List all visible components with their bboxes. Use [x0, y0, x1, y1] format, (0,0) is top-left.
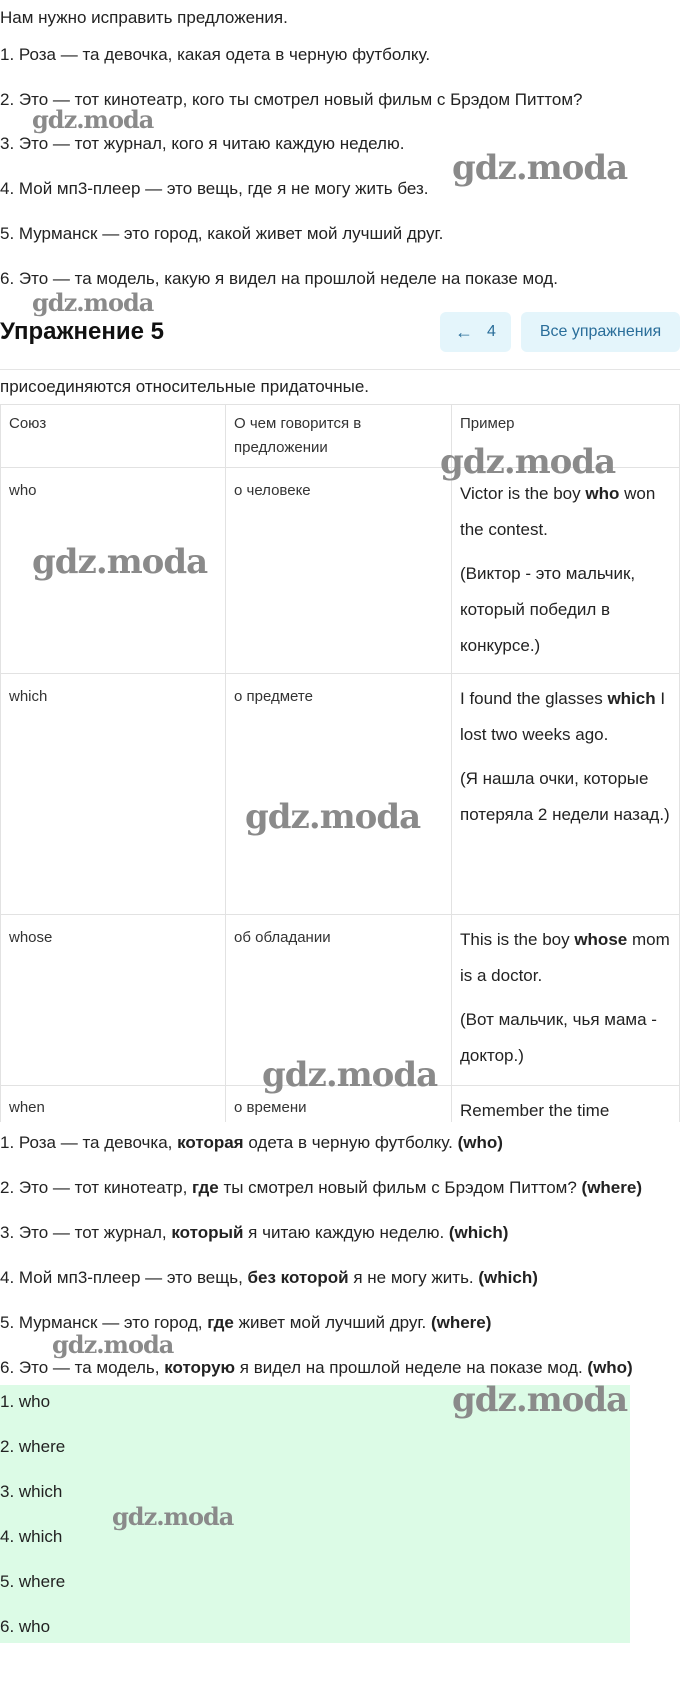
table-cell-about: о предмете — [234, 688, 313, 705]
example-translation: (Вот мальчик, чья мама - доктор.) — [460, 1010, 657, 1065]
watermark: gdz.moda — [32, 542, 208, 582]
table-header-conjunction: Союз — [9, 415, 47, 432]
exercise-title: Упражнение 5 — [0, 318, 164, 345]
short-answer-4: 4. which — [0, 1527, 63, 1546]
answer-sentence-5: 5. Мурманск — это город, где живет мой лучший друг. (where) — [0, 1313, 492, 1332]
table-border — [0, 914, 680, 915]
answer-sentence-3: 3. Это — тот журнал, который я читаю каждую неделю. (which) — [0, 1223, 509, 1242]
table-border — [0, 467, 680, 468]
example-translation: (Виктор - это мальчик, который победил в конкурсе.) — [460, 564, 636, 655]
task-sentence-1: 1. Роза — та девочка, какая одета в черную футболку. — [0, 45, 431, 64]
table-border — [451, 404, 452, 1122]
table-cell-about: о времени — [234, 1099, 307, 1116]
previous-exercise-button[interactable] — [440, 312, 511, 352]
task-sentence-4: 4. Мой мп3-плеер — это вещь, где я не могу жить без. — [0, 179, 429, 198]
table-cell-about: об обладании — [234, 929, 331, 946]
table-cell-example — [460, 476, 670, 672]
table-cell-example — [460, 922, 670, 1082]
table-cell-conjunction: whose — [9, 929, 53, 946]
table-border — [0, 404, 1, 1122]
short-answer-3: 3. which — [0, 1482, 63, 1501]
answer-sentence-2: 2. Это — тот кинотеатр, где ты смотрел новый фильм с Брэдом Питтом? (where) — [0, 1178, 642, 1197]
example-text: I lost two weeks ago. — [460, 689, 666, 744]
task-sentence-3: 3. Это — тот журнал, кого я читаю каждую неделю. — [0, 134, 405, 153]
task-sentence-2: 2. Это — тот кинотеатр, кого ты смотрел новый фильм с Брэдом Питтом? — [0, 90, 583, 109]
answer-sentence-6: 6. Это — та модель, которую я видел на прошлой неделе на показе мод. (who) — [0, 1358, 633, 1377]
relative-clauses-table — [0, 404, 680, 1122]
example-keyword: whose — [574, 930, 628, 949]
short-answer-5: 5. where — [0, 1572, 66, 1591]
watermark: gdz.moda — [52, 1330, 174, 1359]
short-answer-6: 6. who — [0, 1617, 51, 1636]
table-cell-conjunction: which — [9, 688, 48, 705]
watermark: gdz.moda — [452, 1380, 628, 1420]
task-sentence-5: 5. Мурманск — это город, какой живет мой лучший друг. — [0, 224, 444, 243]
watermark: gdz.moda — [32, 288, 154, 317]
table-border — [225, 404, 226, 1122]
table-cell-conjunction: when — [9, 1099, 45, 1116]
example-text: Remember the time — [460, 1101, 610, 1120]
example-keyword: which — [607, 689, 656, 708]
watermark: gdz.moda — [245, 797, 421, 837]
answer-sentence-4: 4. Мой мп3-плеер — это вещь, без которой я не могу жить. (which) — [0, 1268, 538, 1287]
watermark: gdz.moda — [452, 148, 628, 188]
example-keyword: who — [585, 484, 620, 503]
table-cell-example — [460, 681, 670, 841]
table-header-about: О чем говорится в предложении — [234, 415, 362, 456]
table-cell-about: о человеке — [234, 482, 311, 499]
short-answer-1: 1. who — [0, 1392, 51, 1411]
table-border — [0, 673, 680, 674]
table-intro: присоединяются относительные придаточные. — [0, 377, 370, 396]
watermark: gdz.moda — [440, 442, 616, 482]
divider — [0, 369, 680, 370]
example-text: This is the boy — [460, 930, 575, 949]
short-answer-2: 2. where — [0, 1437, 66, 1456]
table-cell-example — [460, 1093, 670, 1122]
answer-sentence-1: 1. Роза — та девочка, которая одета в черную футболку. (who) — [0, 1133, 503, 1152]
all-exercises-button[interactable]: Все упражнения — [521, 312, 680, 352]
table-cell-conjunction: who — [9, 482, 37, 499]
example-text: I found the glasses — [460, 689, 608, 708]
example-text: won the contest. — [460, 484, 656, 539]
table-border — [0, 404, 680, 405]
previous-exercise-label: 4 — [487, 323, 496, 340]
example-translation: (Я нашла очки, которые потеряла 2 недели назад.) — [460, 769, 670, 824]
table-border — [0, 1085, 680, 1086]
table-header-example: Пример — [460, 415, 515, 432]
watermark: gdz.moda — [112, 1502, 234, 1531]
task-sentence-6: 6. Это — та модель, какую я видел на прошлой неделе на показе мод. — [0, 269, 558, 288]
watermark: gdz.moda — [262, 1055, 438, 1095]
short-answers-block — [0, 1385, 630, 1643]
watermark: gdz.moda — [32, 105, 154, 134]
example-text: mom is a doctor. — [460, 930, 670, 985]
example-text: Victor is the boy — [460, 484, 586, 503]
task-intro: Нам нужно исправить предложения. — [0, 8, 288, 27]
arrow-left-icon: ← — [455, 321, 474, 342]
